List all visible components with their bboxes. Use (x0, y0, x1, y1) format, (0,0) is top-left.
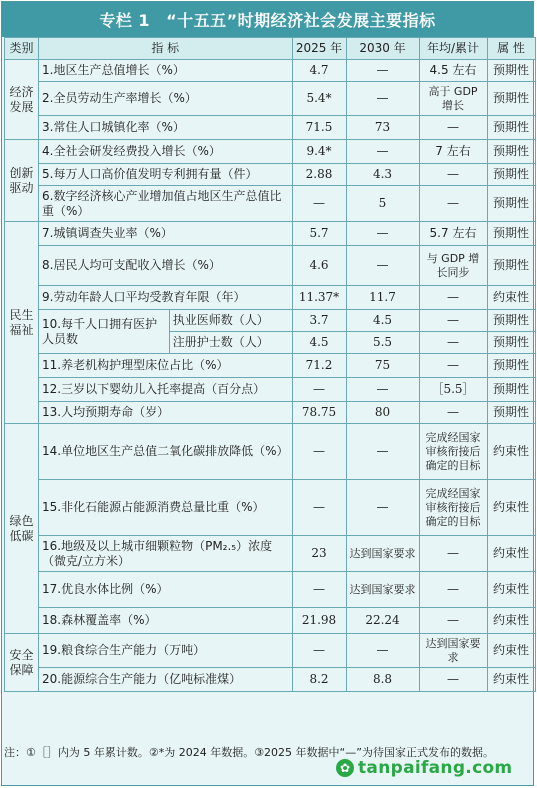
table-row (5, 222, 536, 246)
table-row (5, 164, 536, 186)
value-2025: 9.4* (292, 140, 346, 164)
value-average: 完成经国家审核衔接后确定的目标 (419, 424, 487, 480)
value-attribute: 约束性 (487, 668, 535, 692)
value-attribute: 约束性 (487, 608, 535, 634)
value-average: 达到国家要求 (419, 634, 487, 668)
table-row (5, 354, 536, 378)
value-2030: — (346, 60, 419, 82)
table-row (5, 378, 536, 402)
value-average: 5.7 左右 (419, 222, 487, 246)
category-label: 创新驱动 (9, 165, 34, 195)
category-econ (5, 60, 39, 140)
value-average: — (419, 354, 487, 378)
value-attribute: 预期性 (487, 116, 535, 140)
category-label: 安全保障 (9, 647, 34, 677)
header-2030: 2030 年 (346, 38, 419, 60)
panel-title (2, 2, 533, 37)
value-average: — (419, 164, 487, 186)
value-average: — (419, 332, 487, 354)
panel-title-text: “十五五”时期经济社会发展主要指标 (166, 11, 436, 30)
table-row (5, 82, 536, 116)
sub-indicator-cell: 注册护士数（人） (169, 332, 292, 354)
value-2030: — (346, 424, 419, 480)
value-average: ［5.5］ (419, 378, 487, 402)
value-attribute: 预期性 (487, 332, 535, 354)
value-average: 完成经国家审核衔接后确定的目标 (419, 480, 487, 536)
value-2025: — (292, 634, 346, 668)
value-2025: 21.98 (292, 608, 346, 634)
indicator-cell: 10.每千人口拥有医护人员数 (39, 310, 170, 354)
value-2030: — (346, 634, 419, 668)
value-2030: — (346, 378, 419, 402)
watermark (336, 756, 512, 780)
indicator-cell: 5.每万人口高价值发明专利拥有量（件） (39, 164, 293, 186)
value-attribute: 预期性 (487, 186, 535, 222)
table-row (5, 116, 536, 140)
indicator-cell: 13.人均预期寿命（岁） (39, 402, 293, 424)
value-2030: 73 (346, 116, 419, 140)
value-2025: 4.7 (292, 60, 346, 82)
value-2030: 4.3 (346, 164, 419, 186)
table-row (5, 668, 536, 692)
table-row (5, 536, 536, 572)
table-row (5, 60, 536, 82)
value-2025: — (292, 378, 346, 402)
header-category: 类别 (5, 38, 39, 60)
value-average: — (419, 536, 487, 572)
value-attribute: 预期性 (487, 164, 535, 186)
value-2025: 5.4* (292, 82, 346, 116)
value-2025: — (292, 480, 346, 536)
value-2030: — (346, 480, 419, 536)
table-row (5, 634, 536, 668)
value-attribute: 约束性 (487, 480, 535, 536)
indicator-cell: 15.非化石能源占能源消费总量比重（%） (39, 480, 293, 536)
value-2030: — (346, 246, 419, 286)
header-indicator: 指 标 (39, 38, 293, 60)
indicator-cell: 8.居民人均可支配收入增长（%） (39, 246, 293, 286)
value-2025: 4.5 (292, 332, 346, 354)
value-2030: 4.5 (346, 310, 419, 332)
table-row (5, 402, 536, 424)
header-row (5, 38, 536, 60)
value-2025: — (292, 186, 346, 222)
value-2025: — (292, 424, 346, 480)
value-attribute: 预期性 (487, 402, 535, 424)
value-attribute: 预期性 (487, 82, 535, 116)
watermark-text: tanpaifang.com (358, 758, 513, 778)
table-row (5, 480, 536, 536)
value-2025: 78.75 (292, 402, 346, 424)
table-row (5, 608, 536, 634)
table-row (5, 310, 536, 332)
value-2030: 11.7 (346, 286, 419, 310)
value-attribute: 预期性 (487, 60, 535, 82)
value-2030: 达到国家要求 (346, 572, 419, 608)
category-label: 民生福祉 (9, 307, 34, 337)
value-attribute: 预期性 (487, 378, 535, 402)
indicator-cell: 11.养老机构护理型床位占比（%） (39, 354, 293, 378)
indicator-cell: 7.城镇调查失业率（%） (39, 222, 293, 246)
value-attribute: 预期性 (487, 310, 535, 332)
value-2025: 71.2 (292, 354, 346, 378)
value-2025: 71.5 (292, 116, 346, 140)
indicator-cell: 14.单位地区生产总值二氧化碳排放降低（%） (39, 424, 293, 480)
value-average: — (419, 186, 487, 222)
indicator-cell: 3.常住人口城镇化率（%） (39, 116, 293, 140)
value-2030: — (346, 140, 419, 164)
value-2025: 4.6 (292, 246, 346, 286)
category-green (5, 424, 39, 634)
value-attribute: 约束性 (487, 424, 535, 480)
header-attribute: 属 性 (487, 38, 535, 60)
table-row (5, 246, 536, 286)
value-attribute: 预期性 (487, 354, 535, 378)
indicator-cell: 6.数字经济核心产业增加值占地区生产总值比重（%） (39, 186, 293, 222)
value-2025: 23 (292, 536, 346, 572)
value-average: 与 GDP 增长同步 (419, 246, 487, 286)
value-attribute: 预期性 (487, 222, 535, 246)
category-welfare (5, 222, 39, 424)
value-2030: — (346, 222, 419, 246)
sub-indicator-cell: 执业医师数（人） (169, 310, 292, 332)
value-attribute: 预期性 (487, 140, 535, 164)
value-average: 4.5 左右 (419, 60, 487, 82)
indicator-cell: 16.地级及以上城市细颗粒物（PM₂.₅）浓度（微克/立方米） (39, 536, 293, 572)
value-average: — (419, 668, 487, 692)
category-innov (5, 140, 39, 222)
value-average: — (419, 286, 487, 310)
value-2025: 3.7 (292, 310, 346, 332)
value-attribute: 约束性 (487, 536, 535, 572)
table-row (5, 140, 536, 164)
value-average: — (419, 310, 487, 332)
value-2025: — (292, 572, 346, 608)
table-row (5, 572, 536, 608)
value-2030: 5.5 (346, 332, 419, 354)
value-2030: 达到国家要求 (346, 536, 419, 572)
indicator-cell: 4.全社会研发经费投入增长（%） (39, 140, 293, 164)
value-average: — (419, 608, 487, 634)
category-label: 绿色低碳 (9, 513, 34, 543)
indicator-cell: 17.优良水体比例（%） (39, 572, 293, 608)
value-average: 7 左右 (419, 140, 487, 164)
panel-number: 专栏 1 (99, 11, 151, 30)
value-average: 高于 GDP 增长 (419, 82, 487, 116)
table-row (5, 186, 536, 222)
table-footnote: 注：①［］内为 5 年累计数。②*为 2024 年数据。③2025 年数据中“—”为待国家正式发布的数据。 (4, 746, 494, 759)
value-attribute: 约束性 (487, 634, 535, 668)
value-2030: 5 (346, 186, 419, 222)
value-2030: 8.8 (346, 668, 419, 692)
indicator-cell: 9.劳动年龄人口平均受教育年限（年） (39, 286, 293, 310)
value-2025: 11.37* (292, 286, 346, 310)
value-average: — (419, 572, 487, 608)
value-average: — (419, 116, 487, 140)
value-2030: 80 (346, 402, 419, 424)
value-2025: 8.2 (292, 668, 346, 692)
value-attribute: 预期性 (487, 246, 535, 286)
value-2025: 5.7 (292, 222, 346, 246)
indicator-cell: 1.地区生产总值增长（%） (39, 60, 293, 82)
value-attribute: 约束性 (487, 572, 535, 608)
category-label: 经济发展 (9, 84, 34, 114)
indicator-cell: 20.能源综合生产能力（亿吨标准煤） (39, 668, 293, 692)
leaf-logo-icon: ✿ (336, 759, 354, 777)
value-attribute: 约束性 (487, 286, 535, 310)
indicator-table (4, 37, 536, 692)
value-2030: — (346, 82, 419, 116)
value-average: — (419, 402, 487, 424)
value-2030: 22.24 (346, 608, 419, 634)
value-2030: 75 (346, 354, 419, 378)
table-row (5, 424, 536, 480)
value-2025: 2.88 (292, 164, 346, 186)
indicator-cell: 18.森林覆盖率（%） (39, 608, 293, 634)
indicator-cell: 19.粮食综合生产能力（万吨） (39, 634, 293, 668)
header-2025: 2025 年 (292, 38, 346, 60)
header-average: 年均/累计 (419, 38, 487, 60)
indicator-cell: 2.全员劳动生产率增长（%） (39, 82, 293, 116)
category-security (5, 634, 39, 692)
table-row (5, 286, 536, 310)
indicator-cell: 12.三岁以下婴幼儿入托率提高（百分点） (39, 378, 293, 402)
